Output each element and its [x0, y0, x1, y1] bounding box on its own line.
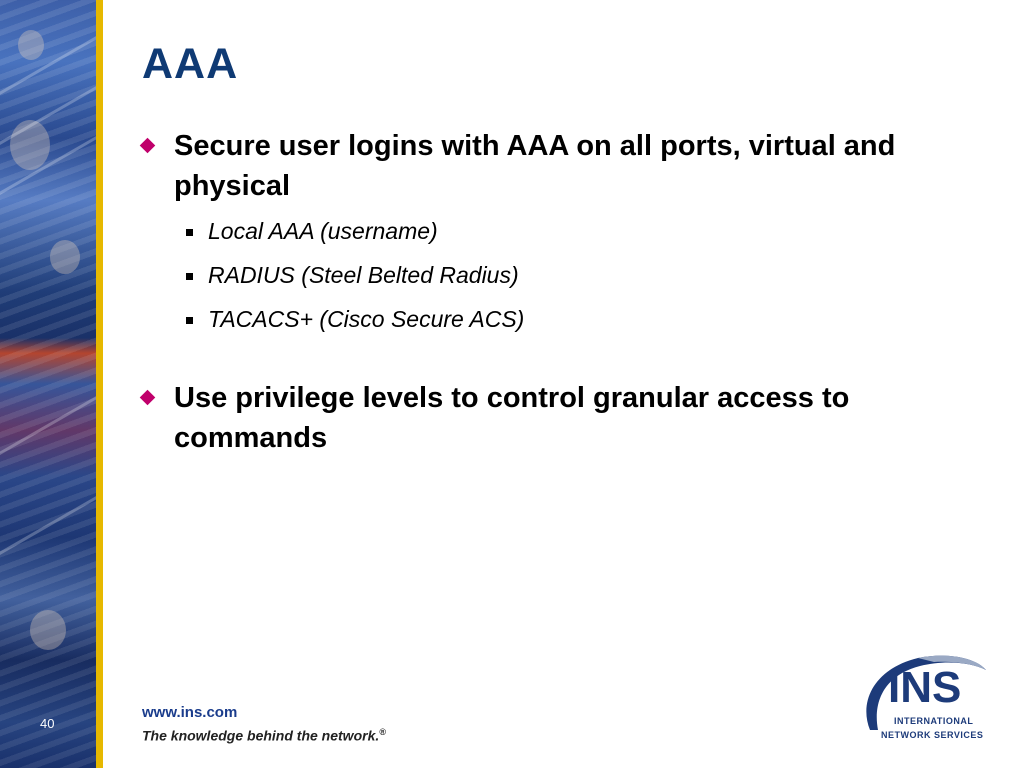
- square-bullet-icon: [186, 317, 193, 324]
- page-number: 40: [40, 716, 55, 731]
- bullet-text: Use privilege levels to control granular access to commands: [174, 382, 850, 454]
- sub-bullet-item: [142, 216, 962, 246]
- bullet-text: Secure user logins with AAA on all ports, virtual and physical: [174, 130, 896, 202]
- registered-mark: ®: [379, 727, 386, 737]
- logo-line-1: INTERNATIONAL: [894, 716, 974, 726]
- bullet-item: [142, 378, 962, 458]
- diamond-bullet-icon: [140, 390, 156, 406]
- sub-bullet-text: RADIUS (Steel Belted Radius): [208, 262, 519, 288]
- diamond-bullet-icon: [140, 138, 156, 154]
- sub-bullet-item: [142, 260, 962, 290]
- sub-bullet-item: [142, 304, 962, 334]
- square-bullet-icon: [186, 229, 193, 236]
- sub-bullet-text: Local AAA (username): [208, 218, 438, 244]
- slide-title: AAA: [142, 40, 239, 88]
- accent-bar: [96, 0, 103, 768]
- tagline-text: The knowledge behind the network.: [142, 727, 380, 744]
- logo-letters: INS: [888, 663, 962, 712]
- sub-bullet-text: TACACS+ (Cisco Secure ACS): [208, 306, 525, 332]
- footer-url-link[interactable]: www.ins.com: [142, 704, 238, 721]
- footer-tagline: [142, 727, 386, 744]
- logo-line-2: NETWORK SERVICES: [881, 730, 984, 740]
- bullet-list: [142, 126, 962, 458]
- bullet-item: [142, 126, 962, 206]
- side-photo-strip: [0, 0, 96, 768]
- square-bullet-icon: [186, 273, 193, 280]
- ins-logo: [858, 652, 988, 748]
